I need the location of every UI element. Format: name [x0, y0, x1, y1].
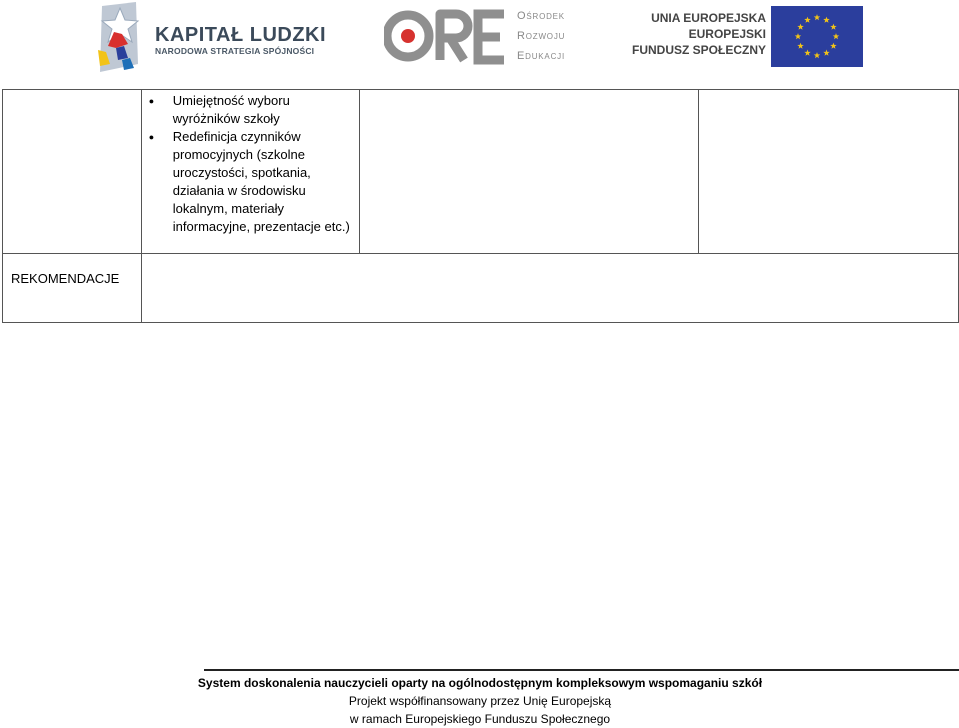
- ue-line-1: UNIA EUROPEJSKA: [651, 11, 766, 25]
- footer-line-3: w ramach Europejskiego Funduszu Społecznego: [349, 712, 611, 726]
- recommendations-label: REKOMENDACJE: [3, 254, 142, 323]
- eu-star-icon: [797, 24, 803, 30]
- eu-star-icon: [823, 17, 829, 23]
- table-cell: [359, 90, 699, 254]
- eu-star-icon: [833, 33, 839, 39]
- list-item: ● Umiejętność wyboru wyróżników szkoły: [173, 92, 359, 128]
- table-cell: [3, 90, 142, 254]
- eu-star-icon: [814, 14, 820, 20]
- eu-star-icon: [804, 17, 810, 23]
- recommendations-cell: [141, 254, 958, 323]
- eu-star-icon: [814, 52, 820, 58]
- ore-wordmark-icon: [384, 6, 512, 68]
- eu-star-icon: [804, 50, 810, 56]
- unia-europejska-logo: [631, 6, 864, 68]
- kapital-ludzki-subtitle: NARODOWA STRATEGIA SPÓJNOŚCI: [155, 46, 315, 56]
- table-cell: [699, 90, 959, 254]
- bullet-list: [142, 92, 359, 236]
- eu-star-icon: [823, 50, 829, 56]
- kapital-ludzki-title: KAPITAŁ LUDZKI: [155, 24, 327, 46]
- ore-logo: [384, 6, 584, 68]
- ue-line-2: EUROPEJSKI: [688, 27, 766, 41]
- header-logos: [0, 0, 959, 78]
- ue-line-3: FUNDUSZ SPOŁECZNY: [631, 43, 766, 57]
- eu-star-icon: [830, 24, 836, 30]
- kapital-ludzki-logo: [94, 2, 327, 72]
- list-item: ● Redefinicja czynników promocyjnych (szkolne uroczystości, spotkania, działania w środowisku lokalnym, materiały informacyjne, prezentacje etc.): [173, 128, 359, 236]
- table-cell-bullets: [141, 90, 359, 254]
- footer-divider: [204, 669, 959, 671]
- table-row: [3, 90, 959, 254]
- content-table: [2, 89, 959, 323]
- eu-star-icon: [830, 43, 836, 49]
- ore-word-2: Rozwoju: [517, 30, 566, 42]
- table-row: [3, 254, 959, 323]
- footer-line-2: Projekt współfinansowany przez Unię Europejską: [348, 694, 612, 708]
- ore-word-3: Edukacji: [517, 50, 565, 62]
- eu-star-icon: [797, 43, 803, 49]
- ore-word-1: Ośrodek: [517, 10, 565, 22]
- eu-flag-icon: [771, 6, 863, 67]
- kapital-ludzki-star-icon: [94, 2, 150, 72]
- eu-star-icon: [795, 33, 801, 39]
- footer-line-1: System doskonalenia nauczycieli oparty na ogólnodostępnym kompleksowym wspomaganiu szkół: [197, 676, 763, 690]
- footer: [190, 674, 770, 728]
